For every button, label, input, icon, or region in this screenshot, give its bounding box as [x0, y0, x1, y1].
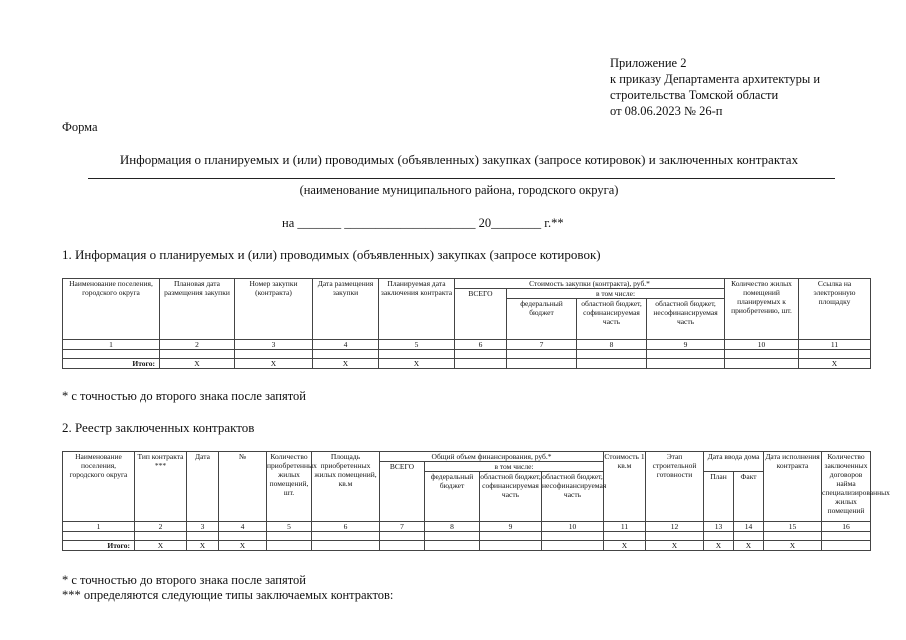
empty-cell	[799, 350, 871, 359]
col-number: 5	[267, 522, 312, 532]
appendix-line: к приказу Департамента архитектуры и	[610, 72, 821, 86]
col-construction-stage: Этап строительной готовности	[646, 452, 704, 522]
col-plan: План	[704, 472, 734, 522]
col-regional-cofinanced: областной бюджет, софинансируемая часть	[480, 472, 542, 522]
empty-cell	[312, 532, 380, 541]
contracts-registry-table	[62, 451, 890, 551]
x-mark: X	[764, 541, 822, 551]
col-number: 3	[187, 522, 219, 532]
empty-cell	[480, 532, 542, 541]
col-number: 14	[734, 522, 764, 532]
col-number: 11	[604, 522, 646, 532]
col-including: в том числе:	[425, 462, 604, 472]
col-financing-group: Общий объем финансирования, руб.*	[380, 452, 604, 462]
col-number: 8	[425, 522, 480, 532]
footnotes	[62, 573, 393, 603]
col-settlement: Наименование поселения, городского округа	[63, 279, 160, 340]
col-number: 1	[63, 522, 135, 532]
x-mark: X	[704, 541, 734, 551]
col-placement-date: Дата размещения закупки	[313, 279, 379, 340]
col-platform-link: Ссылка на электронную площадку	[799, 279, 871, 340]
appendix-block	[610, 55, 820, 119]
col-contract-date: Планируемая дата заключения контракта	[379, 279, 455, 340]
total-label: Итого:	[63, 541, 135, 551]
empty-cell	[725, 350, 799, 359]
empty-cell	[725, 359, 799, 369]
col-procurement-number: Номер закупки (контракта)	[235, 279, 313, 340]
empty-cell	[313, 350, 379, 359]
empty-cell	[577, 359, 647, 369]
footnote: * с точностью до второго знака после запятой	[62, 389, 306, 403]
col-number: 11	[799, 340, 871, 350]
col-number: 6	[455, 340, 507, 350]
col-planned-date: Плановая дата размещения закупки	[160, 279, 235, 340]
empty-cell	[425, 541, 480, 551]
empty-cell	[822, 541, 871, 551]
section2-heading: 2. Реестр заключенных контрактов	[62, 420, 255, 435]
empty-cell	[63, 350, 160, 359]
empty-cell	[63, 532, 135, 541]
x-mark: X	[313, 359, 379, 369]
col-cost-group: Стоимость закупки (контракта), руб.*	[455, 279, 725, 289]
empty-cell	[312, 541, 380, 551]
x-mark: X	[604, 541, 646, 551]
footnote: *** определяются следующие типы заключаемых контрактов:	[62, 588, 394, 602]
empty-cell	[455, 350, 507, 359]
col-number: 3	[235, 340, 313, 350]
col-number: 7	[507, 340, 577, 350]
col-number: 2	[135, 522, 187, 532]
col-fact: Факт	[734, 472, 764, 522]
col-number: 6	[312, 522, 380, 532]
col-total: ВСЕГО	[455, 289, 507, 340]
col-number: 7	[380, 522, 425, 532]
x-mark: X	[799, 359, 871, 369]
empty-cell	[235, 350, 313, 359]
empty-cell	[704, 532, 734, 541]
col-number: 10	[725, 340, 799, 350]
col-number: 9	[480, 522, 542, 532]
col-commission-date: Дата ввода дома	[704, 452, 764, 472]
empty-cell	[267, 541, 312, 551]
col-number-sign: №	[219, 452, 267, 522]
document-title: Информация о планируемых и (или) проводимых (объявленных) закупках (запросе котировок) и заключенных контрактах	[119, 152, 799, 167]
municipality-fill-line	[88, 178, 835, 179]
empty-cell	[647, 359, 725, 369]
total-label: Итого:	[63, 359, 160, 369]
x-mark: X	[235, 359, 313, 369]
empty-cell	[480, 541, 542, 551]
empty-cell	[507, 359, 577, 369]
empty-cell	[542, 532, 604, 541]
col-dwellings-area: Площадь приобретенных жилых помещений, кв.м	[312, 452, 380, 522]
col-number: 2	[160, 340, 235, 350]
section1-heading: 1. Информация о планируемых и (или) проводимых (объявленных) закупках (запросе котировок)	[62, 247, 601, 262]
col-dwellings-count: Количество жилых помещений планируемых к приобретению, шт.	[725, 279, 799, 340]
empty-cell	[734, 532, 764, 541]
col-price-per-sqm: Стоимость 1 кв.м	[604, 452, 646, 522]
period-line: на _______ _____________________ 20________ г.**	[282, 216, 564, 230]
empty-cell	[187, 532, 219, 541]
empty-cell	[380, 541, 425, 551]
col-number: 12	[646, 522, 704, 532]
empty-cell	[647, 350, 725, 359]
x-mark: X	[135, 541, 187, 551]
col-number: 4	[313, 340, 379, 350]
col-federal: федеральный бюджет	[425, 472, 480, 522]
appendix-line: от 08.06.2023 № 26-п	[610, 104, 723, 118]
col-including: в том числе:	[507, 289, 725, 299]
empty-cell	[577, 350, 647, 359]
col-total: ВСЕГО	[380, 462, 425, 522]
empty-cell	[379, 350, 455, 359]
empty-cell	[455, 359, 507, 369]
empty-cell	[764, 532, 822, 541]
x-mark: X	[219, 541, 267, 551]
col-contract-type: Тип контракта ***	[135, 452, 187, 522]
x-mark: X	[734, 541, 764, 551]
x-mark: X	[187, 541, 219, 551]
x-mark: X	[646, 541, 704, 551]
empty-cell	[646, 532, 704, 541]
empty-cell	[135, 532, 187, 541]
col-number: 10	[542, 522, 604, 532]
x-mark: X	[379, 359, 455, 369]
footnote: * с точностью до второго знака после запятой	[62, 573, 306, 587]
col-lease-agreements: Количество заключенных договоров найма специализированных жилых помещений	[822, 452, 871, 522]
municipality-note: (наименование муниципального района, городского округа)	[299, 183, 619, 197]
col-regional-cofinanced: областной бюджет, софинансируемая часть	[577, 299, 647, 340]
form-label: Форма	[62, 120, 98, 134]
col-dwellings-count: Количество приобретенных жилых помещений, шт.	[267, 452, 312, 522]
col-number: 8	[577, 340, 647, 350]
empty-cell	[604, 532, 646, 541]
procurement-table	[62, 278, 871, 369]
col-number: 16	[822, 522, 871, 532]
appendix-line: строительства Томской области	[610, 88, 779, 102]
col-regional-noncofinanced: областной бюджет, несофинансируемая часть	[542, 472, 604, 522]
empty-cell	[267, 532, 312, 541]
x-mark: X	[160, 359, 235, 369]
col-number: 9	[647, 340, 725, 350]
col-number: 5	[379, 340, 455, 350]
col-number: 1	[63, 340, 160, 350]
empty-cell	[507, 350, 577, 359]
col-date: Дата	[187, 452, 219, 522]
empty-cell	[425, 532, 480, 541]
col-number: 13	[704, 522, 734, 532]
empty-cell	[542, 541, 604, 551]
empty-cell	[380, 532, 425, 541]
empty-cell	[822, 532, 871, 541]
col-execution-date: Дата исполнения контракта	[764, 452, 822, 522]
appendix-line: Приложение 2	[610, 56, 687, 70]
col-number: 15	[764, 522, 822, 532]
col-settlement: Наименование поселения, городского округа	[63, 452, 135, 522]
empty-cell	[160, 350, 235, 359]
col-regional-noncofinanced: областной бюджет, несофинансируемая часть	[647, 299, 725, 340]
empty-cell	[219, 532, 267, 541]
col-number: 4	[219, 522, 267, 532]
col-federal: федеральный бюджет	[507, 299, 577, 340]
